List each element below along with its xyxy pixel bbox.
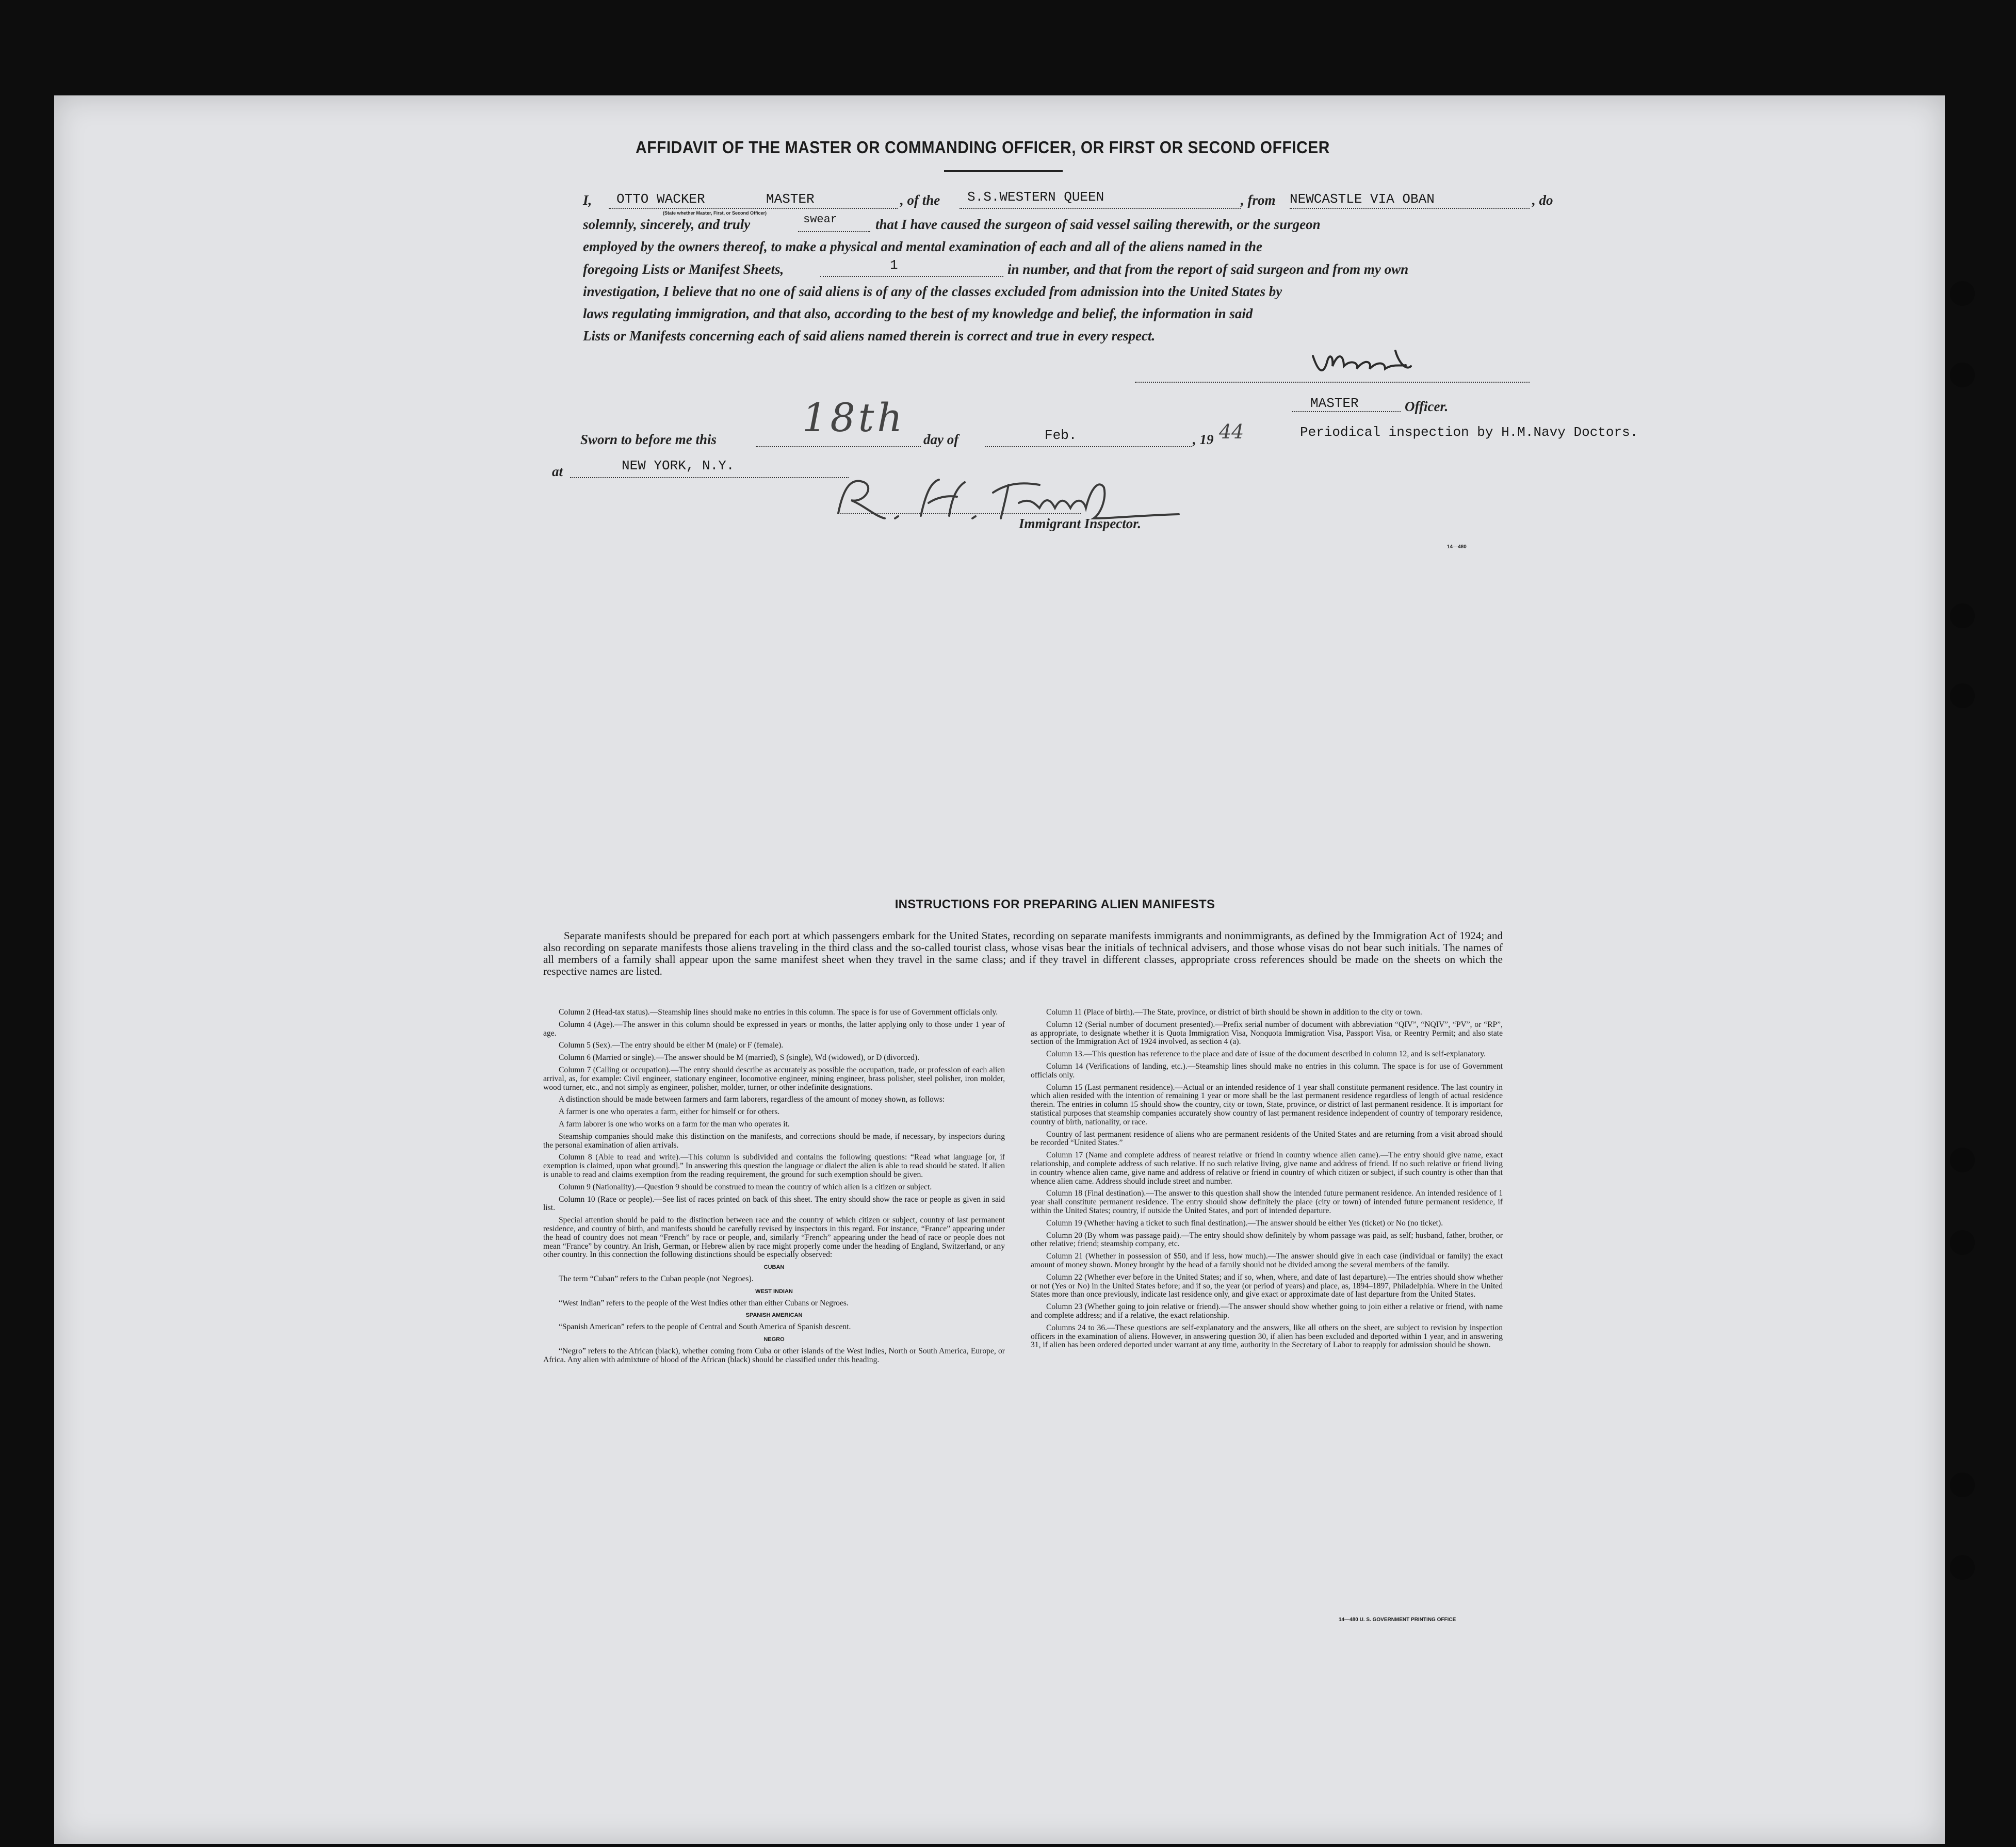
binder-hole [1950,683,1975,708]
affidavit-title: AFFIDAVIT OF THE MASTER OR COMMANDING OFFICER, OR FIRST OR SECOND OFFICER [636,138,1330,157]
affidavit-line-3: employed by the owners thereof, to make a physical and mental examination of each and all of the aliens named in the [583,239,1262,254]
binder-hole [1950,1473,1975,1497]
swear-word: swear [803,213,838,226]
master-signature [1303,340,1519,382]
affidavit-line-2b: that I have caused the surgeon of said vessel sailing therewith, or the surgeon [875,217,1321,232]
sworn-year-handwritten: 44 [1219,420,1244,443]
instruction-paragraph: Column 7 (Calling or occupation).—The entry should describe as accurately as possible the occupation, trade, or profession of each alien arrival, as, for example: Civil engineer, stationary engineer, locomotive engineer, mining engineer, brass polisher, steel polisher, iron molder, wood turner, etc., and not simply as engineer, polisher, molder, turner, or other indefinite designations. [543,1065,1005,1092]
binder-hole [1950,1148,1975,1172]
cuban-definition: The term “Cuban” refers to the Cuban people (not Negroes). [559,1274,754,1283]
count-field-line [820,276,1003,277]
west-indian-heading: WEST INDIAN [755,1288,793,1295]
affidavit-line-5: investigation, I believe that no one of said aliens is of any of the classes excluded from admission into the United States by [583,284,1282,299]
from-label: , from [1241,192,1276,208]
instruction-paragraph: Column 23 (Whether going to join relative or friend).—The answer should show whether going to join either a relative or friend, with name and complete address; and if a relative, the exact relationship. [1031,1302,1503,1320]
instruction-paragraph: Column 18 (Final destination).—The answer to this question shall show the intended future permanent residence. An intended residence of 1 year shall constitute permanent residence. The entry should show definitely the place (city or town) of intended future permanent residence, if within the United States; country, if outside the United States, and port of intended departure. [1031,1189,1503,1215]
sheet-count: 1 [890,257,898,273]
sworn-day-handwritten: 18th [802,395,906,440]
periodical-inspection-note: Periodical inspection by H.M.Navy Doctors. [1300,424,1638,440]
affidavit-line-7: Lists or Manifests concerning each of said aliens named therein is correct and true in every respect. [583,328,1156,344]
negro-definition: “Negro” refers to the African (black), whether coming from Cuba or other islands of the West Indies, North or South America, Europe, or Africa. Any alien with admixture of blood of the African (black) should be classified under this heading. [543,1346,1005,1364]
binder-hole [1950,363,1975,387]
spanish-american-definition: “Spanish American” refers to the people of Central and South America of Spanish descent. [559,1322,851,1332]
instruction-paragraph: Column 10 (Race or people).—See list of races printed on back of this sheet. The entry should show the race or people as given in said list. [543,1195,1005,1213]
instruction-paragraph: Special attention should be paid to the distinction between race and the country of which citizen or subject, country of last permanent residence, and country of birth, and manifests should be carefully revised by inspectors in this regard. For instance, “France” appearing under the head of country does not mean “French” by race or people, and, similarly “French” appearing under the head of race or people does not mean “France” by country. An Irish, German, or Hebrew alien by race might properly come under the heading of England, Switzerland, or any other country. In this connection the following distinctions should be especially observed: [543,1216,1005,1260]
instruction-paragraph: Column 6 (Married or single).—The answer should be M (married), S (single), Wd (widowed), or D (divorced). [559,1053,920,1063]
binder-hole [1950,1230,1975,1255]
master-signature-line [1135,382,1530,383]
instruction-paragraph: Column 20 (By whom was passage paid).—The entry should show definitely by whom passage was paid, as self; husband, father, brother, or other relative; friend; steamship company, etc. [1031,1231,1503,1249]
officer-label: Officer. [1405,399,1449,414]
signer-rank: MASTER [1310,396,1359,411]
instruction-paragraph: Column 5 (Sex).—The entry should be either M (male) or F (female). [559,1041,784,1050]
form-number: 14—480 [1447,544,1467,550]
name-field-line [609,208,898,209]
departure-port: NEWCASTLE VIA OBAN [1290,191,1435,207]
port-field-line [1290,208,1530,209]
instructions-left-column [543,1008,1005,1368]
negro-heading: NEGRO [763,1336,785,1343]
printing-office-note: 14—480 U. S. GOVERNMENT PRINTING OFFICE [1339,1617,1456,1623]
master-name: OTTO WACKER [616,191,705,207]
sworn-label: Sworn to before me this [580,432,717,447]
instruction-paragraph: A farm laborer is one who works on a farm for the man who operates it. [559,1119,790,1129]
instruction-paragraph: Column 22 (Whether ever before in the United States; and if so, when, where, and date of last departure).—The entries should show whether or not (Yes or No) in the United States before; and if so, the year (or period of years) and place, as, 1894–1897, Philadelphia. Where in the United States more than once previously, indicate last residence only, and give exact or approximate date of last departure from the United States. [1031,1272,1503,1299]
binder-hole [1950,1555,1975,1580]
affidavit-line-4b: in number, and that from the report of said surgeon and from my own [1007,261,1409,277]
day-field-line [756,446,921,447]
instruction-paragraph: Steamship companies should make this distinction on the manifests, and corrections should be made, if necessary, by inspectors during the personal examination of alien arrivals. [543,1132,1005,1150]
binder-hole [1950,603,1975,628]
instructions-title: INSTRUCTIONS FOR PREPARING ALIEN MANIFESTS [895,897,1215,911]
binder-hole [1950,281,1975,306]
instruction-paragraph: Column 8 (Able to read and write).—This column is subdivided and contains the following questions: “Read what language [or, if exemption is claimed, upon what ground].” In answering this question the language or dialect the alien is able to read should be stated. If alien is unable to read and claims exemption from the reading requirement, the ground for such exemption should be given. [543,1153,1005,1179]
vessel-field-line [960,208,1241,209]
rank: MASTER [766,191,815,207]
rank-note: (State whether Master, First, or Second Officer) [663,210,767,216]
sworn-month: Feb. [1045,428,1077,443]
vessel-name: S.S.WESTERN QUEEN [967,189,1104,205]
affidavit-line-6: laws regulating immigration, and that also, according to the best of my knowledge and belief, the information in said [583,306,1253,321]
inspector-label: Immigrant Inspector. [1019,516,1142,531]
instruction-paragraph: Column 14 (Verifications of landing, etc.).—Steamship lines should make no entries in this column. The space is for use of Government officials only. [1031,1061,1503,1080]
instruction-paragraph: Column 9 (Nationality).—Question 9 should be construed to mean the country of which alien is a citizen or subject. [559,1182,932,1191]
affidavit-line-4a: foregoing Lists or Manifest Sheets, [583,261,784,277]
spanish-american-heading: SPANISH AMERICAN [745,1312,803,1319]
instruction-paragraph: Column 11 (Place of birth).—The State, province, or district of birth should be shown in addition to the city or town. [1046,1008,1422,1017]
inspector-signature-line [838,513,1081,514]
west-indian-definition: “West Indian” refers to the people of the West Indies other than either Cubans or Negroes. [559,1298,849,1307]
sworn-place: NEW YORK, N.Y. [622,458,735,473]
instruction-paragraph: A distinction should be made between farmers and farm laborers, regardless of the amount of money shown, as follows: [559,1095,945,1104]
swear-field-line [798,231,870,232]
instruction-paragraph: Column 13.—This question has reference to the place and date of issue of the document described in column 12, and is self-explanatory. [1046,1050,1486,1059]
title-rule [944,170,1063,172]
of-the-label: , of the [900,192,940,208]
at-label: at [552,464,563,479]
instruction-paragraph: Columns 24 to 36.—These questions are self-explanatory and the answers, like all others on the sheet, are subject to revision by inspection officers in the examination of aliens. However, in answering question 30, if alien has been excluded and deported within 1 year, and in answering 31, if alien has been ordered deported under warrant at any time, authority in the Secretary of Labor to reapply for admission should be shown. [1031,1323,1503,1350]
instruction-paragraph: A farmer is one who operates a farm, either for himself or for others. [559,1107,780,1117]
instructions-right-column [1031,1008,1503,1353]
officer-field-line [1292,411,1401,412]
instruction-paragraph: Column 4 (Age).—The answer in this column should be expressed in years or months, the latter applying only to those under 1 year of age. [543,1020,1005,1038]
day-of-label: day of [923,432,959,447]
instruction-paragraph: Country of last permanent residence of aliens who are permanent residents of the United States and are returning from a visit abroad should be recorded “United States.” [1031,1130,1503,1148]
instruction-paragraph: Column 19 (Whether having a ticket to such final destination).—The answer should be either Yes (ticket) or No (no ticket). [1046,1218,1443,1228]
instructions-intro: Separate manifests should be prepared for each port at which passengers embark for the United States, recording on separate manifests immigrants and nonimmigrants, as defined by the Immigration Act of 1924; and also recording on separate manifests those aliens traveling in the third class and the so-called tourist class, whose visas bear the initials of technical advisers, and those whose visas do not bear such initials. The names of all members of a family shall appear upon the same manifest sheet when they travel in the same class; and if they travel in different classes, appropriate cross references should be made on the sheets on which the respective names are listed. [543,929,1503,977]
instruction-paragraph: Column 15 (Last permanent residence).—Actual or an intended residence of 1 year shall constitute permanent residence. The last country in which alien resided with the intention of remaining 1 year or more shall be the last permanent residence regardless of length of actual residence therein. The entries in column 15 should show the country, city or town, State, province, or district of last permanent residence. It is important for statistical purposes that steamship companies accurately show country of last permanent residence independent of country of temporary residence, country of birth, nationality, or race. [1031,1083,1503,1126]
place-field-line [570,477,849,478]
manifest-sheet [54,95,1945,1844]
i-label: I, [583,192,592,208]
instruction-paragraph: Column 12 (Serial number of document presented).—Prefix serial number of document with abbreviation “QIV”, “NQIV”, “PV”, or “RP”, as appropriate, to designate whether it is Quota Immigration Visa, Nonquota Immigration Visa, Passport Visa, or Reentry Permit; and also state section of the Immigration Act of 1924 involved, as section 4 (a). [1031,1020,1503,1047]
month-field-line [985,446,1192,447]
instruction-paragraph: Column 21 (Whether in possession of $50, and if less, how much).—The answer should give in each case (individual or family) the exact amount of money shown. Money brought by the head of a family should not be divided among the several members of the family. [1031,1252,1503,1269]
cuban-heading: CUBAN [763,1264,785,1271]
instruction-paragraph: Column 17 (Name and complete address of nearest relative or friend in country whence alien came).—The entry should give name, exact relationship, and complete address of such relative. If no such relative living, give name and address of friend. If no such relative or friend living in country whence alien came, give name and address of relative or friend in country of which citizen or subject, if such country is other than that whence alien came. Address should include street and number. [1031,1151,1503,1186]
do-label: , do [1532,192,1553,208]
year-prefix: , 19 [1193,432,1214,447]
affidavit-line-2a: solemnly, sincerely, and truly [583,217,751,232]
instruction-paragraph: Column 2 (Head-tax status).—Steamship lines should make no entries in this column. The space is for use of Government officials only. [559,1008,998,1017]
